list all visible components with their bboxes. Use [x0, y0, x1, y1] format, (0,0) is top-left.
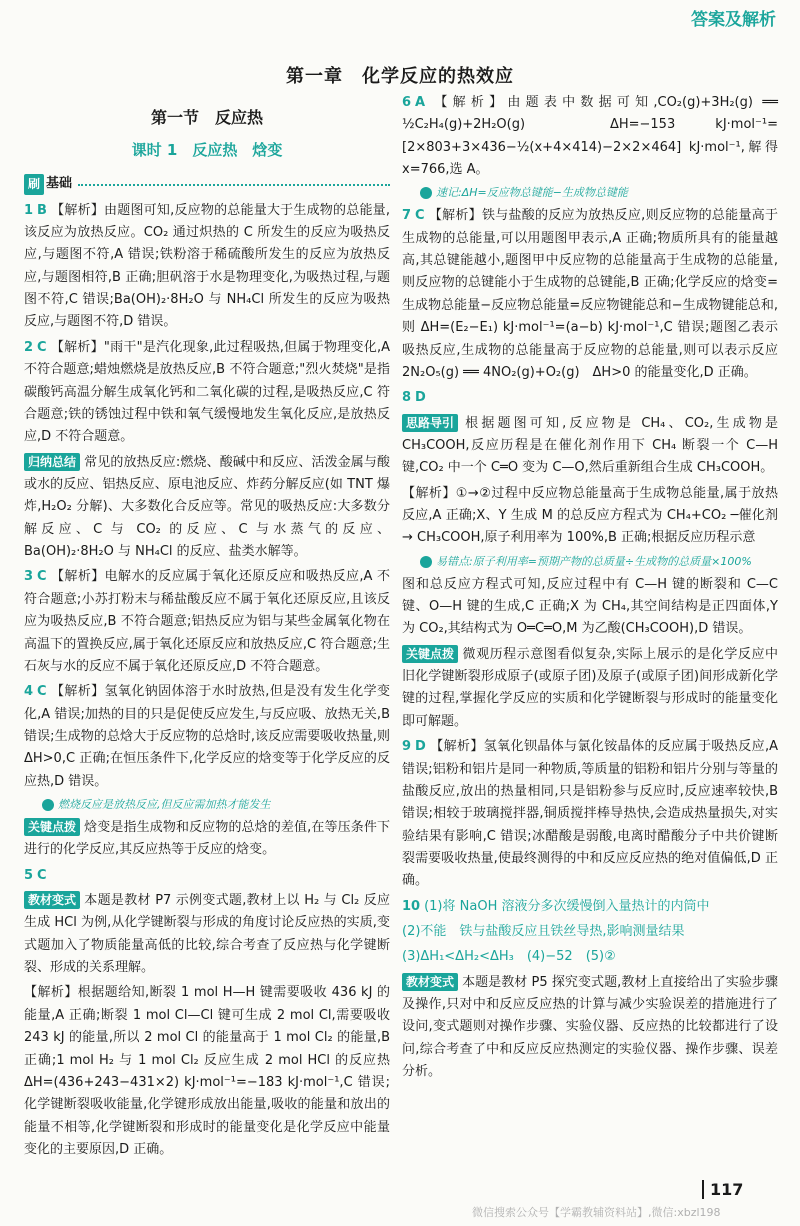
- answer-choice: D: [415, 390, 426, 406]
- question-number: 4: [24, 684, 34, 700]
- answer-item-10: [402, 896, 778, 918]
- analysis-text: 【解析】①→②过程中反应物总能量高于生成物总能量,属于放热反应,A 正确;X、Y 生成 M 的总反应方程式为 CH₄+CO₂ ─催化剂→ CH₃COOH,原子利用率为 100%,B 正确;根据反应历程示意: [402, 485, 778, 546]
- analysis-text: 图和总反应方程式可知,反应过程中有 C—H 键的断裂和 C—C 键、O—H 键的生成,C 正确;X 为 CH₄,其空间结构是正四面体,Y 为 CO₂,其结构式为 O═C═O,M 为乙酸(CH₃COOH),D 错误。: [402, 576, 778, 637]
- summary-block: [24, 452, 390, 564]
- question-number: 1: [24, 202, 34, 218]
- question-number: 7: [402, 208, 412, 224]
- note-bubble-icon: [420, 187, 432, 199]
- answer-item-5-analysis: [24, 982, 390, 1161]
- textbook-variant-label: 教材变式: [24, 891, 80, 909]
- key-point-text: 焓变是指生成物和反应物的总焓的差值,在等压条件下进行的化学反应,其反应热等于反应的焓变。: [24, 819, 390, 858]
- textbook-variant-text: 本题是教材 P7 示例变式题,教材上以 H₂ 与 Cl₂ 反应生成 HCl 为例,从化学键断裂与形成的角度讨论反应热的实质,变式题加入了物质能量高低的比较,综合考查了反应热与化学键断裂、形成的关系理解。: [24, 893, 390, 976]
- section-title: 第一节 反应热: [150, 108, 263, 127]
- question-number: 5: [24, 867, 34, 883]
- dotted-divider: [78, 183, 390, 186]
- margin-note: 速记:ΔH=反应物总键能−生成物总键能: [420, 184, 778, 203]
- answer-choice: C: [37, 867, 47, 883]
- textbook-variant-text: 本题是教材 P5 探究变式题,教材上直接给出了实验步骤及操作,只对中和反应反应热的计算与减少实验误差的措施进行了设问,变式题则对操作步骤、实验仪器、反应热的比较都进行了设问,综合考查了中和反应反应热测定的实验仪器、操作步骤、误差分析。: [402, 974, 778, 1080]
- answer-item-7: [402, 205, 778, 384]
- analysis-text: 【解析】由题表中数据可知,CO₂(g)+3H₂(g) ══ ½C₂H₄(g)+2H₂O(g) ΔH=−153 kJ·mol⁻¹=[2×803+3×436−½(x+4×414)−2×2×464] kJ·mol⁻¹,解得 x=766,选 A。: [402, 95, 778, 178]
- key-point-text: 微观历程示意图看似复杂,实际上展示的是化学反应中旧化学键断裂形成原子(或原子团)及原子(或原子团)间形成新化学键的过程,掌握化学反应的实质和化学键断裂与形成时的能量变化即可解题。: [402, 646, 778, 729]
- key-point-block: [24, 817, 390, 862]
- answer-choice: C: [37, 339, 47, 355]
- answer-item-10-line3: [402, 946, 778, 968]
- answer-item-8: [402, 387, 778, 409]
- answer-choice: B: [37, 202, 47, 218]
- summary-label: 归纳总结: [24, 453, 80, 471]
- answer-item-9: [402, 736, 778, 893]
- answer-item-2: [24, 337, 390, 449]
- answer-choice: C: [37, 569, 47, 585]
- note-bubble-icon: [420, 556, 432, 568]
- left-column: [24, 96, 390, 1164]
- textbook-variant-label: 教材变式: [402, 973, 458, 991]
- lesson-title: 课时 1 反应热 焓变: [131, 140, 283, 159]
- question-number: 8: [402, 390, 412, 406]
- key-point-block: [402, 644, 778, 733]
- answer-section-tag: 答案及解析: [691, 10, 776, 31]
- answer-item-10-line2: [402, 921, 778, 943]
- thinking-guide-label: 思路导引: [402, 414, 458, 432]
- answer-choice: A: [415, 95, 426, 110]
- note-bubble-icon: [42, 799, 54, 811]
- right-column: [402, 92, 778, 1087]
- answer-line: (1)将 NaOH 溶液分多次缓慢倒入量热计的内筒中: [424, 898, 710, 914]
- analysis-text: 【解析】电解水的反应属于氧化还原反应和吸热反应,A 不符合题意;小苏打粉末与稀盐酸反应不属于氧化还原反应,且该反应为吸热反应,B 不符合题意;铝热反应为铝与某些金属氧化物在高温下的置换反应,属于氧化还原反应和放热反应,C 符合题意;生石灰与水的反应不属于氧化还原反应,D 不符合题意。: [24, 569, 390, 674]
- question-number: 6: [402, 95, 412, 110]
- page-number: 117: [702, 1180, 743, 1199]
- question-number: 9: [402, 739, 412, 755]
- answer-item-1: [24, 200, 390, 334]
- level-badge: 刷: [24, 174, 44, 195]
- answer-item-4: [24, 681, 390, 793]
- answer-choice: C: [37, 684, 47, 700]
- key-point-label: 关键点拨: [24, 818, 80, 836]
- analysis-text: 【解析】"雨干"是汽化现象,此过程吸热,但属于物理变化,A 不符合题意;蜡烛燃烧是放热反应,B 不符合题意;"烈火焚烧"是指碳酸钙高温分解生成氧化钙和二氧化碳的过程,是吸热反应,C 符合题意;铁的锈蚀过程中铁和氧气缓慢地发生氧化反应,是放热反应,D 不符合题意。: [24, 339, 390, 445]
- answer-line: (3)ΔH₁<ΔH₂<ΔH₃ (4)−52 (5)②: [402, 949, 616, 965]
- level-bar: [24, 173, 390, 195]
- summary-text: 常见的放热反应:燃烧、酸碱中和反应、活泼金属与酸或水的反应、铝热反应、原电池反应、炸药分解反应(如 TNT 爆炸,H₂O₂ 分解)、大多数化合反应等。常见的吸热反应:大多数分解反应、C 与 CO₂ 的反应、C 与水蒸气的反应、Ba(OH)₂·8H₂O 与 NH₄Cl 的反应、盐类水解等。: [24, 454, 390, 560]
- question-number: 10: [402, 898, 421, 914]
- margin-note: 易错点:原子利用率=预期产物的总质量÷生成物的总质量×100%: [420, 553, 778, 572]
- key-point-label: 关键点拨: [402, 645, 458, 663]
- answer-item-5: [24, 865, 390, 887]
- answer-line: (2)不能 铁与盐酸反应且铁丝导热,影响测量结果: [402, 924, 685, 940]
- answer-item-6: [402, 92, 778, 181]
- textbook-variant-block: [402, 972, 778, 1084]
- margin-note: 燃烧反应是放热反应,但反应需加热才能发生: [42, 796, 390, 815]
- thinking-guide-block: [402, 413, 778, 480]
- answer-item-3: [24, 566, 390, 678]
- watermark: 微信搜索公众号【学霸教辅资料站】,微信:xbzl198: [472, 1206, 721, 1219]
- answer-choice: D: [415, 739, 426, 755]
- answer-item-8-analysis-cont: [402, 574, 778, 641]
- analysis-text: 【解析】铁与盐酸的反应为放热反应,则反应物的总能量高于生成物的总能量,可以用题图甲表示,A 正确;物质所具有的能量越高,其总键能越小,题图甲中反应物的总能量高于生成物的总能量,则反应物的总键能小于生成物的总键能,B 正确;化学反应的焓变=生成物总能量−反应物总能量=反应物键能总和−生成物键能总和,则 ΔH=(E₂−E₁) kJ·mol⁻¹=(a−b) kJ·mol⁻¹,C 错误;题图乙表示吸热反应,生成物的总能量高于反应物的总能量,则可以表示反应 2N₂O₅(g) ══ 4NO₂(g)+O₂(g) ΔH>0 的能量变化,D 正确。: [402, 208, 778, 380]
- analysis-text: 【解析】根据题给知,断裂 1 mol H—H 键需要吸收 436 kJ 的能量,A 正确;断裂 1 mol Cl—Cl 键可生成 2 mol Cl,需要吸收 243 kJ 的能量,所以 2 mol Cl 的能量高于 1 mol Cl₂ 的能量,B 正确;1 mol H₂ 与 1 mol Cl₂ 反应生成 2 mol HCl 的反应热 ΔH=(436+243−431×2) kJ·mol⁻¹=−183 kJ·mol⁻¹,C 错误;化学键断裂吸收能量,化学键形成放出能量,吸收的能量和放出的能量不相等,化学键断裂和形成时的能量变化是化学反应中能量变化的主要原因,D 正确。: [24, 985, 390, 1157]
- textbook-variant-block: [24, 890, 390, 979]
- question-number: 2: [24, 339, 34, 355]
- analysis-text: 【解析】氢氧化钡晶体与氯化铵晶体的反应属于吸热反应,A 错误;铝粉和铝片是同一种物质,等质量的铝粉和铝片分别与等量的盐酸反应,放出的热量相同,只是铝粉参与反应时,反应速率较快,B 错误;相较于玻璃搅拌器,铜质搅拌棒导热快,会造成热量损失,对实验结果有影响,C 错误;冰醋酸是弱酸,电离时醋酸分子中共价键断裂需要吸收热量,使最终测得的中和反应反应热的绝对值偏低,D 正确。: [402, 739, 778, 889]
- analysis-text: 【解析】氢氧化钠固体溶于水时放热,但是没有发生化学变化,A 错误;加热的目的只是促使反应发生,与反应吸、放热无关,B 错误;生成物的总焓大于反应物的总焓时,该反应需要吸收热量,则 ΔH>0,C 正确;在恒压条件下,化学反应的焓变等于化学反应的反应热,D 错误。: [24, 684, 390, 789]
- answer-choice: C: [415, 208, 425, 224]
- level-label: 基础: [46, 176, 73, 192]
- thinking-guide-text: 根据题图可知,反应物是 CH₄、CO₂,生成物是 CH₃COOH,反应历程是在催化剂作用下 CH₄ 断裂一个 C—H 键,CO₂ 中一个 C═O 变为 C—O,然后重新组合生成 CH₃COOH。: [402, 415, 778, 476]
- question-number: 3: [24, 569, 34, 585]
- chapter-title: 第一章 化学反应的热效应: [286, 66, 514, 87]
- answer-item-8-analysis: [402, 483, 778, 550]
- analysis-text: 【解析】由题图可知,反应物的总能量大于生成物的总能量,该反应为放热反应。CO₂ 通过炽热的 C 所发生的反应为吸热反应,与题图不符,A 错误;铁粉溶于稀硫酸所发生的反应为放热反应,与题图相符,B 正确;胆矾溶于水是物理变化,为吸热过程,与题图不符,C 错误;Ba(OH)₂·8H₂O 与 NH₄Cl 所发生的反应为吸热反应,与题图不符,D 错误。: [24, 202, 390, 330]
